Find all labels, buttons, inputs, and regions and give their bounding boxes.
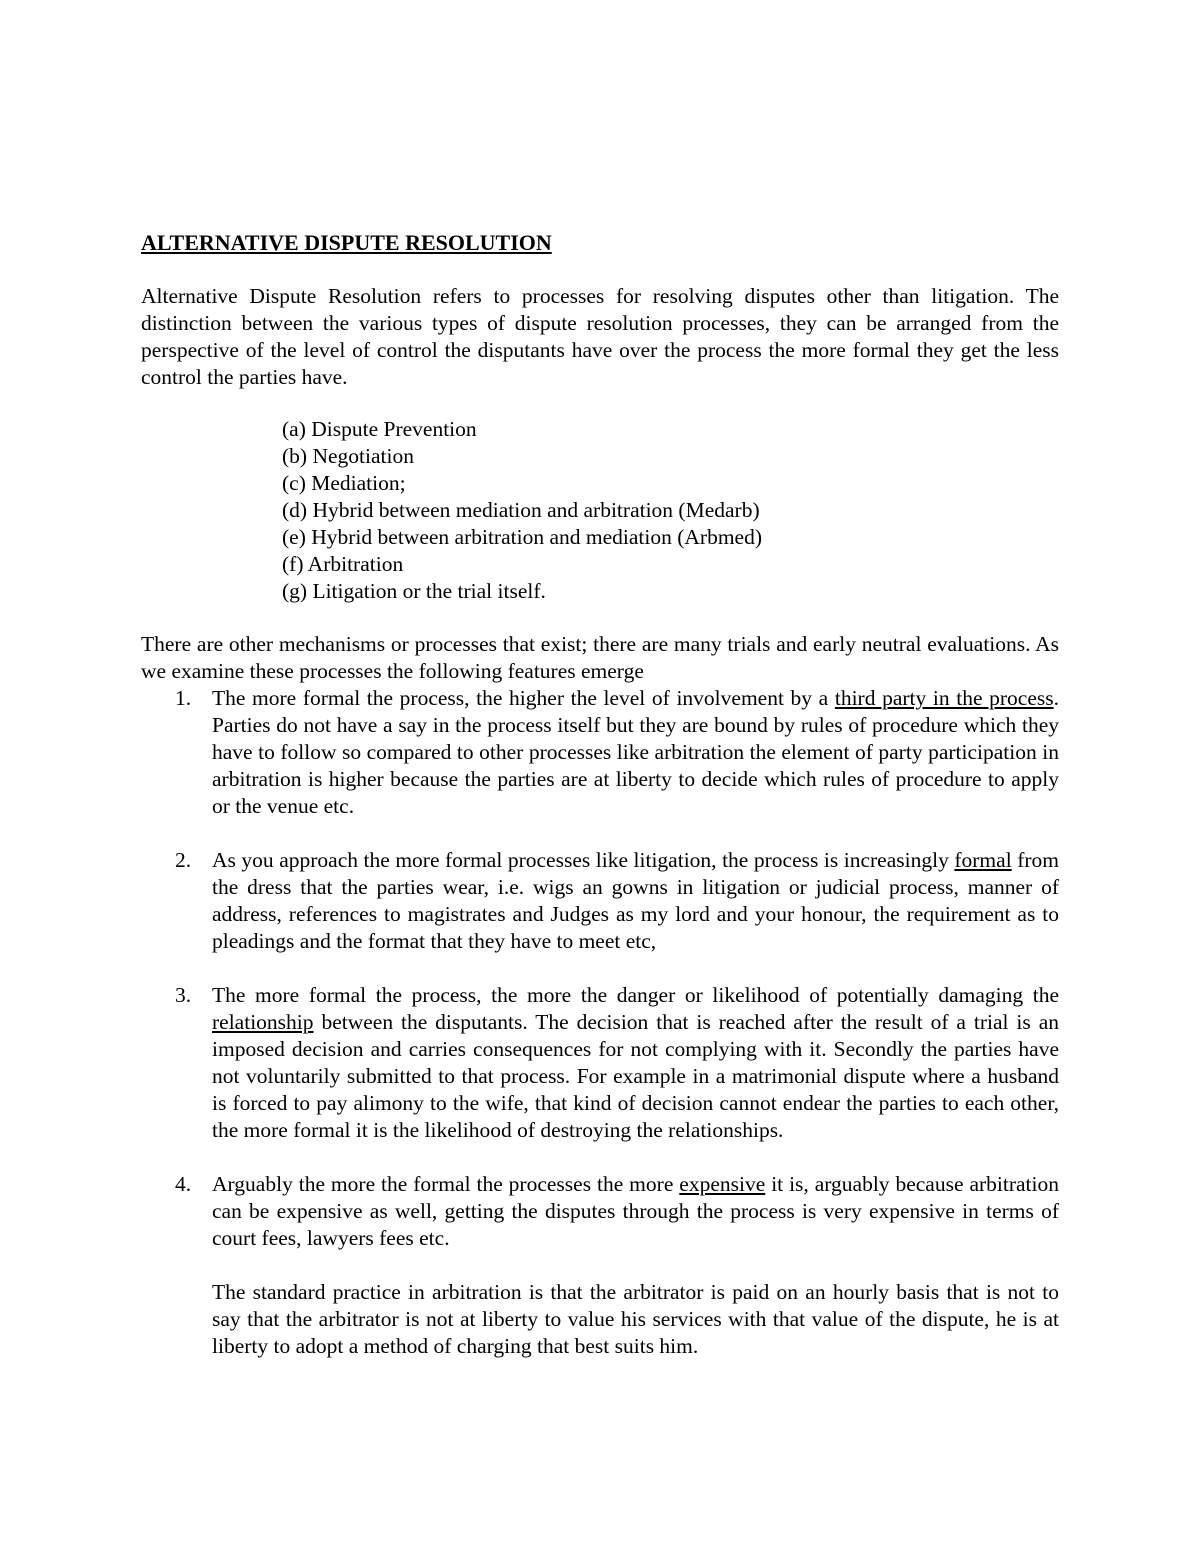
process-item-c: (c) Mediation; [282, 471, 406, 495]
features-list [141, 685, 1059, 1360]
document-title: ALTERNATIVE DISPUTE RESOLUTION [141, 230, 552, 255]
feature-extra-paragraph: The standard practice in arbitration is that the arbitrator is paid on an hourly basis that is not to say that the arbitrator is not at liberty to value his services with that value of the dispute, he is at liberty to adopt a method of charging that best suits him. [212, 1280, 1059, 1358]
feature-text-before: As you approach the more formal processes like litigation, the process is increasingly [212, 848, 955, 872]
process-item-e: (e) Hybrid between arbitration and mediation (Arbmed) [282, 525, 762, 549]
feature-item-4 [141, 1171, 1059, 1360]
process-item-f: (f) Arbitration [282, 552, 404, 576]
feature-text [212, 982, 1059, 1144]
feature-number: 4. [175, 1172, 192, 1196]
features-intro-paragraph: There are other mechanisms or processes that exist; there are many trials and early neutral evaluations. As we examine these processes the following features emerge [141, 632, 1059, 683]
feature-item-3 [141, 982, 1059, 1144]
document-page [141, 228, 1059, 1360]
feature-item-2 [141, 847, 1059, 955]
process-item-d: (d) Hybrid between mediation and arbitration (Medarb) [282, 498, 760, 522]
feature-underlined-term: expensive [679, 1172, 766, 1196]
feature-item-1 [141, 685, 1059, 820]
process-item-a: (a) Dispute Prevention [282, 417, 477, 441]
feature-text [212, 847, 1059, 955]
feature-text [212, 685, 1059, 820]
feature-number: 2. [175, 848, 192, 872]
feature-underlined-term: third party in the process [834, 686, 1054, 710]
feature-text-after: it is, arguably because arbitration can be expensive as well, getting the disputes through the process is very expensive in terms of court fees, lawyers fees etc. [212, 1172, 1059, 1250]
process-item-g: (g) Litigation or the trial itself. [282, 579, 546, 603]
process-item-b: (b) Negotiation [282, 444, 414, 468]
process-list [282, 416, 1059, 605]
feature-text-after: . Parties do not have a say in the process itself but they are bound by rules of procedure which they have to follow so compared to other processes like arbitration the element of party participation in arbitration is higher because the parties are at liberty to decide which rules of procedure to apply or the venue etc. [212, 686, 1059, 818]
intro-paragraph: Alternative Dispute Resolution refers to processes for resolving disputes other than litigation. The distinction between the various types of dispute resolution processes, they can be arranged from the perspective of the level of control the disputants have over the process the more formal they get the less control the parties have. [141, 284, 1059, 389]
feature-text-before: The more formal the process, the more the danger or likelihood of potentially damaging the [212, 983, 1059, 1007]
feature-text-after: between the disputants. The decision that is reached after the result of a trial is an imposed decision and carries consequences for not complying with it. Secondly the parties have not voluntarily submitted to that process. For example in a matrimonial dispute where a husband is forced to pay alimony to the wife, that kind of decision cannot endear the parties to each other, the more formal it is the likelihood of destroying the relationships. [212, 1010, 1059, 1142]
feature-number: 3. [175, 983, 192, 1007]
feature-underlined-term: relationship [212, 1010, 314, 1034]
feature-text [212, 1171, 1059, 1252]
feature-number: 1. [175, 686, 192, 710]
feature-text-before: The more formal the process, the higher the level of involvement by a [212, 686, 835, 710]
feature-text-after: from the dress that the parties wear, i.e. wigs an gowns in litigation or judicial process, manner of address, references to magistrates and Judges as my lord and your honour, the requirement as to pleadings and the format that they have to meet etc, [212, 848, 1059, 953]
feature-text-before: Arguably the more the formal the processes the more [212, 1172, 680, 1196]
feature-underlined-term: formal [954, 848, 1012, 872]
